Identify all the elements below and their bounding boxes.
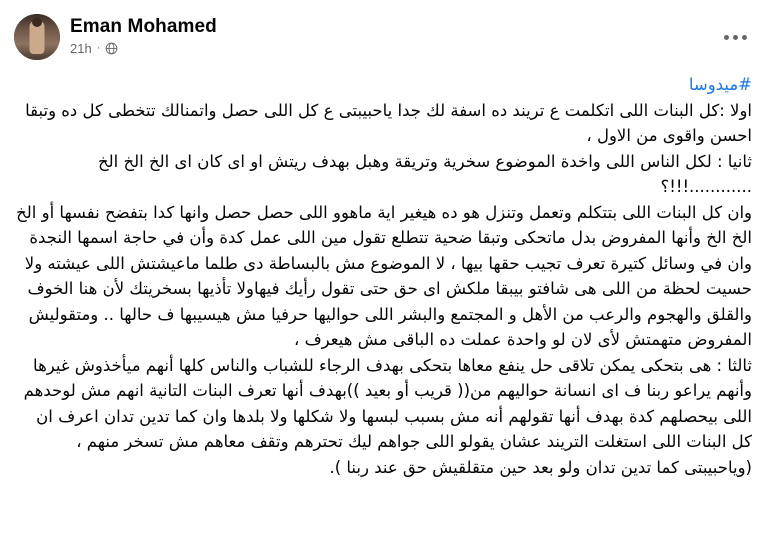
avatar[interactable]	[14, 14, 60, 60]
post-header	[14, 10, 754, 66]
avatar-head	[32, 17, 42, 27]
post-paragraph-5: (وياحبيبتى كما تدين تدان ولو بعد حين متقلقيش حق عند ربنا ).	[329, 457, 752, 477]
globe-icon[interactable]	[105, 42, 118, 55]
post-body	[14, 66, 754, 480]
post-paragraph-2: ثانيا : لكل الناس اللى واخدة الموضوع سخرية وتريقة وهبل بهدف ريتش او اى كان اى الخ الخ الخ ............!!!؟	[97, 151, 752, 196]
post-meta	[70, 41, 217, 56]
dot-1	[724, 35, 729, 40]
more-options-icon[interactable]	[718, 28, 752, 46]
post-timestamp[interactable]: 21h	[70, 41, 92, 56]
meta-separator: ·	[96, 42, 101, 54]
post-paragraph-3: وان كل البنات اللى بتتكلم وتعمل وتنزل هو ده هيغير اية ماهوو اللى حصل حصل وانها كدا بتفضح نفسها أو الخ الخ الخ وأنها المفروض بدل ماتحكى وتبقا ضحية تتطلع تقول مين اللى عمل كدة وأن في حاجة اسمها النجدة وان في وسائل كتيرة تعرف تجيب حقها بيها ، لا الموضوع مش بالبساطة دى طلما ماعيشتش اللى عيشته ولا حسيت لحظة من اللى هى شافتو بيبقا ملكش اى حق حتى تقول رأيك فيهاولا تأذيها بسخريتك لأن هنا الخوف والقلق والهجوم والرعب من الأهل و المجتمع والبشر اللى حواليها حرفيا مش هيسيبها ف حالها .. ومتقوليش المفروض متهمتش لأى لان لو واحدة عملت ده الباقى مش هيعرف ،	[16, 202, 752, 349]
post-hashtag[interactable]: #ميدوسا	[688, 75, 752, 94]
post-header-text	[70, 14, 217, 56]
post-paragraph-4: ثالثا : هى بتحكى يمكن تلاقى حل ينفع معاها بتحكى بهدف الرجاء للشباب والناس كلها أنهم ميأخذوش غيرها وأنهم يراعو ربنا ف اى انسانة حواليهم من(( قريب أو بعيد ))بهدف أنها تعرف البنات التانية انهم مش لوحدهم اللى بيحصلهم كدة بهدف أنها تقولهم أنه مش بسبب لبسها ولا شكلها ولا بلدها وان كما تدين تدان اعرف ان كل البنات اللى استغلت التريند عشان يقولو اللى جواهم ليك تحترهم وتقف معاهم مش تسخر منهم ،	[23, 355, 752, 451]
post-paragraph-1: اولا :كل البنات اللى اتكلمت ع تريند ده اسفة لك جدا ياحبيبتى ع كل اللى حصل واتمنالك تتخطى كل ده وتبقا احسن واقوى من الاول ،	[25, 100, 752, 145]
dot-2	[733, 35, 738, 40]
dot-3	[742, 35, 747, 40]
post-author-name[interactable]: Eman Mohamed	[70, 16, 217, 37]
